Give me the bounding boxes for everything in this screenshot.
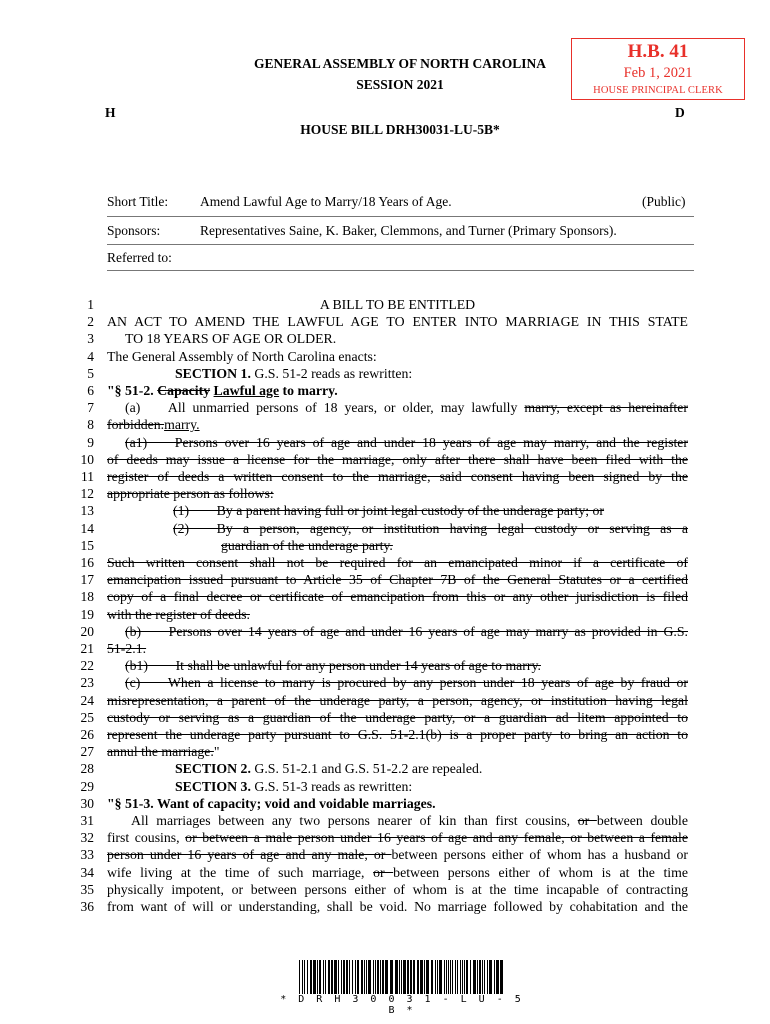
line-number: 34 — [80, 864, 94, 880]
bill-line-text — [107, 829, 688, 846]
barcode-bar — [435, 960, 436, 994]
line-number: 19 — [80, 606, 94, 622]
struck-text: of deeds may issue a license for the marriage, only after there shall have been filed with the — [107, 451, 688, 467]
bill-line-text — [173, 520, 688, 537]
bill-line-text — [107, 588, 688, 605]
barcode-bar — [410, 960, 412, 994]
barcode-bar — [310, 960, 312, 994]
bill-line-text — [107, 795, 688, 812]
line-number: 16 — [80, 555, 94, 570]
struck-text: guardian of the underage party. — [221, 537, 393, 553]
bill-line-text — [107, 692, 688, 709]
line-number: 27 — [80, 744, 94, 760]
bill-line-text — [107, 726, 688, 743]
bill-line-text — [107, 348, 688, 365]
line-number: 7 — [87, 400, 94, 416]
barcode-bar — [477, 960, 478, 994]
barcode-bar — [304, 960, 305, 994]
line-number: 24 — [80, 692, 94, 708]
struck-text: (b) Persons over 14 years of age and under 16 years of age may marry as provided in G.S. — [125, 623, 688, 639]
struck-text: appropriate person as follows: — [107, 486, 274, 502]
barcode-bar — [457, 960, 458, 994]
line-number: 12 — [80, 486, 94, 502]
bill-line-text — [107, 709, 688, 726]
bill-line-text — [175, 365, 688, 382]
barcode-bar — [366, 960, 367, 994]
barcode-bar — [444, 960, 445, 994]
bill-line-text — [125, 623, 688, 640]
line-number: 5 — [87, 365, 94, 381]
barcode-bar — [385, 960, 388, 994]
barcode-bar — [466, 960, 468, 994]
text-run: wife living at the time of such marriage, — [107, 864, 374, 880]
text-run: SECTION 2. — [175, 761, 251, 777]
struck-text: with the register of deeds. — [107, 606, 250, 622]
short-title-label: Short Title: — [107, 194, 169, 209]
barcode-bar — [390, 960, 393, 994]
struck-text: (c) When a license to marry is procured by any person under 18 years of age by fraud or — [125, 675, 688, 691]
struck-text: Capacity — [157, 383, 211, 398]
struck-text: custody or serving as a guardian of the underage party, or a guardian ad litem appointed to — [107, 709, 688, 725]
line-number: 6 — [87, 383, 94, 398]
struck-text: (2) By a person, agency, or institution having legal custody or serving as a — [173, 520, 688, 536]
bill-line-text — [107, 846, 688, 863]
struck-text: misrepresentation, a parent of the underage party, a person, agency, or institution having legal — [107, 692, 688, 708]
bill-line-text — [107, 864, 688, 881]
barcode-bar — [464, 960, 465, 994]
barcode-bar — [299, 960, 300, 994]
barcode-bar — [331, 960, 333, 994]
barcode-bar — [357, 960, 359, 994]
struck-text: person under 16 years of age and any male, or — [107, 847, 392, 863]
line-number: 4 — [87, 348, 94, 364]
barcode-bar — [448, 960, 449, 994]
struck-text: emancipation issued pursuant to Article 35 of Chapter 7B of the General Statutes or a certified — [107, 572, 688, 588]
divider — [107, 270, 694, 271]
line-number: 17 — [80, 572, 94, 588]
barcode-bar — [323, 960, 324, 994]
line-number: 14 — [80, 520, 94, 536]
line-number: 2 — [87, 314, 94, 330]
line-number: 26 — [80, 727, 94, 742]
barcode-bar — [313, 960, 316, 994]
line-number: 9 — [87, 434, 94, 450]
bill-line-text — [107, 640, 688, 657]
bill-line-text — [125, 674, 688, 691]
line-number: 25 — [80, 709, 94, 725]
bill-line-text — [221, 537, 688, 554]
text-run: between double — [596, 813, 688, 828]
barcode-bar — [500, 960, 503, 994]
text-run: " — [213, 744, 220, 760]
struck-text: or — [373, 864, 394, 880]
text-run: between persons either of whom has a husband or — [391, 847, 688, 863]
chamber-letter-left: H — [105, 105, 116, 120]
text-run: A BILL TO BE ENTITLED — [319, 297, 476, 312]
inserted-text: Lawful age — [213, 383, 280, 398]
bill-line-text — [131, 812, 688, 829]
barcode-bar — [439, 960, 442, 994]
text-run: SECTION 3. — [175, 778, 251, 794]
barcode-bar — [470, 960, 471, 994]
line-number: 10 — [80, 451, 94, 467]
barcode-bar — [420, 960, 423, 994]
line-number: 3 — [87, 331, 94, 347]
line-number: 36 — [80, 899, 94, 914]
bill-line-text — [107, 451, 688, 468]
line-number: 11 — [81, 469, 94, 484]
line-number: 33 — [80, 847, 94, 863]
barcode-bar — [484, 960, 485, 994]
barcode-bar — [446, 960, 447, 994]
sponsors-value: Representatives Saine, K. Baker, Clemmons, and Turner (Primary Sponsors). — [200, 223, 617, 238]
line-number: 32 — [80, 830, 94, 846]
barcode-bar — [399, 960, 400, 994]
line-number: 13 — [80, 503, 94, 519]
barcode-bar — [375, 960, 376, 994]
text-run: first cousins, — [107, 830, 186, 846]
text-run: AN ACT TO AMEND THE LAWFUL AGE TO ENTER INTO MARRIAGE IN THIS STATE — [107, 314, 688, 330]
barcode-bar — [328, 960, 330, 994]
bill-line-text — [125, 657, 688, 674]
struck-text: annul the marriage. — [107, 744, 214, 760]
text-run: SECTION 1. — [175, 365, 251, 381]
text-run: The General Assembly of North Carolina enacts: — [107, 348, 377, 364]
barcode-bar — [403, 960, 406, 994]
text-run: from want of will or understanding, shall be void. No marriage followed by cohabitation and the — [107, 899, 688, 914]
barcode-bar — [413, 960, 415, 994]
bill-line-text — [107, 313, 688, 330]
stamp-bill-number: H.B. 41 — [627, 41, 689, 62]
struck-text: represent the underage party pursuant to G.S. 51-2.1(b) is a proper party to bring an action to — [107, 727, 688, 742]
struck-text: Such written consent shall not be required for an emancipated minor if a certificate of — [107, 555, 688, 570]
assembly-heading: GENERAL ASSEMBLY OF NORTH CAROLINA — [253, 56, 547, 71]
line-number: 20 — [80, 623, 94, 639]
line-number: 8 — [87, 417, 94, 433]
barcode-bar — [349, 960, 350, 994]
barcode-bar — [424, 960, 425, 994]
struck-text: (a1) Persons over 16 years of age and under 18 years of age may marry, and the register — [125, 434, 688, 450]
bill-line-text — [107, 485, 688, 502]
bill-line-text — [107, 468, 688, 485]
barcode-bar — [325, 960, 326, 994]
barcode-bar — [377, 960, 379, 994]
bill-line-text — [107, 898, 688, 915]
barcode-bar — [361, 960, 363, 994]
bill-line-text — [175, 778, 688, 795]
line-number: 35 — [80, 881, 94, 897]
bill-line-text — [107, 571, 688, 588]
barcode-bar — [343, 960, 345, 994]
barcode-text: * D R H 3 0 0 3 1 - L U - 5 B * — [280, 994, 524, 1016]
bill-line-text — [107, 382, 688, 399]
bill-line-text — [107, 416, 688, 433]
line-number: 22 — [80, 658, 94, 674]
chamber-letter-right: D — [675, 105, 685, 120]
stamp-date: Feb 1, 2021 — [623, 65, 693, 81]
line-number: 31 — [80, 813, 94, 828]
barcode-bar — [317, 960, 318, 994]
barcode-bar — [479, 960, 481, 994]
barcode-bar — [437, 960, 438, 994]
barcode-bar — [307, 960, 308, 994]
text-run: G.S. 51-2 reads as rewritten: — [250, 365, 413, 381]
text-run: All marriages between any two persons nearer of kin than first cousins, — [131, 813, 578, 828]
struck-text: register of deeds a written consent to the marriage, said consent having been signed by the — [107, 469, 688, 484]
barcode-bar — [452, 960, 453, 994]
barcode-bar — [460, 960, 461, 994]
barcode-bar — [494, 960, 495, 994]
sponsors-label: Sponsors: — [107, 223, 161, 238]
barcode-bar — [346, 960, 348, 994]
barcode-bar — [302, 960, 303, 994]
bill-title: HOUSE BILL DRH30031-LU-5B* — [300, 122, 500, 137]
barcode-bar — [462, 960, 463, 994]
divider — [107, 244, 694, 245]
text-run: G.S. 51-3 reads as rewritten: — [250, 778, 413, 794]
barcode-bar — [455, 960, 456, 994]
struck-text: marry, except as hereinafter — [524, 400, 688, 416]
line-number: 21 — [80, 641, 94, 656]
bill-line-text — [125, 434, 688, 451]
bill-line-text — [107, 554, 688, 571]
struck-text: copy of a final decree or certificate of emancipation from this or any other jurisdiction is filed — [107, 589, 688, 605]
text-run: to marry. — [279, 383, 338, 398]
text-run: physically impotent, or between persons either of whom is at the time incapable of contracting — [107, 881, 688, 897]
bill-line-text — [107, 296, 688, 313]
bill-line-text — [125, 330, 688, 347]
bill-line-text — [107, 881, 688, 898]
barcode-bar — [352, 960, 353, 994]
text-run: "§ 51-2. — [107, 383, 158, 398]
line-number: 1 — [87, 297, 94, 312]
struck-text: 51-2.1. — [107, 641, 147, 656]
struck-text: forbidden. — [107, 417, 165, 433]
bill-line-text — [173, 502, 688, 519]
text-run: between persons either of whom is at the time — [393, 864, 688, 880]
struck-text: (b1) It shall be unlawful for any person under 14 years of age to marry. — [125, 658, 541, 674]
line-number: 28 — [80, 761, 94, 777]
barcode-bar — [382, 960, 384, 994]
text-run: (a) All unmarried persons of 18 years, or older, may lawfully — [125, 400, 525, 416]
barcode-bar — [334, 960, 337, 994]
line-number: 23 — [80, 675, 94, 691]
barcode-bar — [426, 960, 429, 994]
barcode-bar — [482, 960, 483, 994]
public-label: (Public) — [642, 194, 686, 209]
bill-line-text — [107, 606, 688, 623]
clerk-stamp — [571, 38, 745, 100]
barcode — [297, 960, 507, 994]
barcode-bar — [341, 960, 342, 994]
line-number: 15 — [80, 537, 94, 553]
barcode-bar — [338, 960, 339, 994]
barcode-bar — [407, 960, 409, 994]
bill-line-text — [107, 743, 688, 760]
barcode-bar — [417, 960, 419, 994]
barcode-bar — [431, 960, 433, 994]
barcode-bar — [364, 960, 365, 994]
text-run: G.S. 51-2.1 and G.S. 51-2.2 are repealed. — [250, 761, 483, 777]
barcode-bar — [496, 960, 499, 994]
barcode-bar — [380, 960, 381, 994]
barcode-bar — [373, 960, 374, 994]
struck-text: (1) By a parent having full or joint legal custody of the underage party; or — [173, 503, 605, 519]
stamp-clerk: HOUSE PRINCIPAL CLERK — [593, 85, 723, 96]
text-run: TO 18 YEARS OF AGE OR OLDER. — [125, 331, 337, 347]
barcode-bar — [401, 960, 402, 994]
short-title-value: Amend Lawful Age to Marry/18 Years of Age. — [200, 194, 452, 209]
barcode-bar — [368, 960, 371, 994]
struck-text: or — [577, 813, 597, 828]
line-number: 18 — [80, 589, 94, 605]
barcode-bar — [355, 960, 356, 994]
session-heading: SESSION 2021 — [356, 77, 444, 92]
barcode-bar — [395, 960, 398, 994]
bill-line-text — [125, 399, 688, 416]
barcode-bar — [487, 960, 488, 994]
line-number: 30 — [80, 795, 94, 811]
barcode-bar — [450, 960, 451, 994]
text-run: "§ 51-3. Want of capacity; void and voidable marriages. — [107, 795, 436, 811]
barcode-bar — [473, 960, 476, 994]
line-number: 29 — [80, 778, 94, 794]
barcode-bar — [319, 960, 321, 994]
divider — [107, 216, 694, 217]
struck-text: or between a male person under 16 years of age and any female, or between a female — [185, 830, 688, 846]
barcode-bar — [489, 960, 492, 994]
bill-line-text — [175, 760, 688, 777]
inserted-text: marry. — [164, 417, 200, 433]
referred-label: Referred to: — [107, 250, 172, 265]
